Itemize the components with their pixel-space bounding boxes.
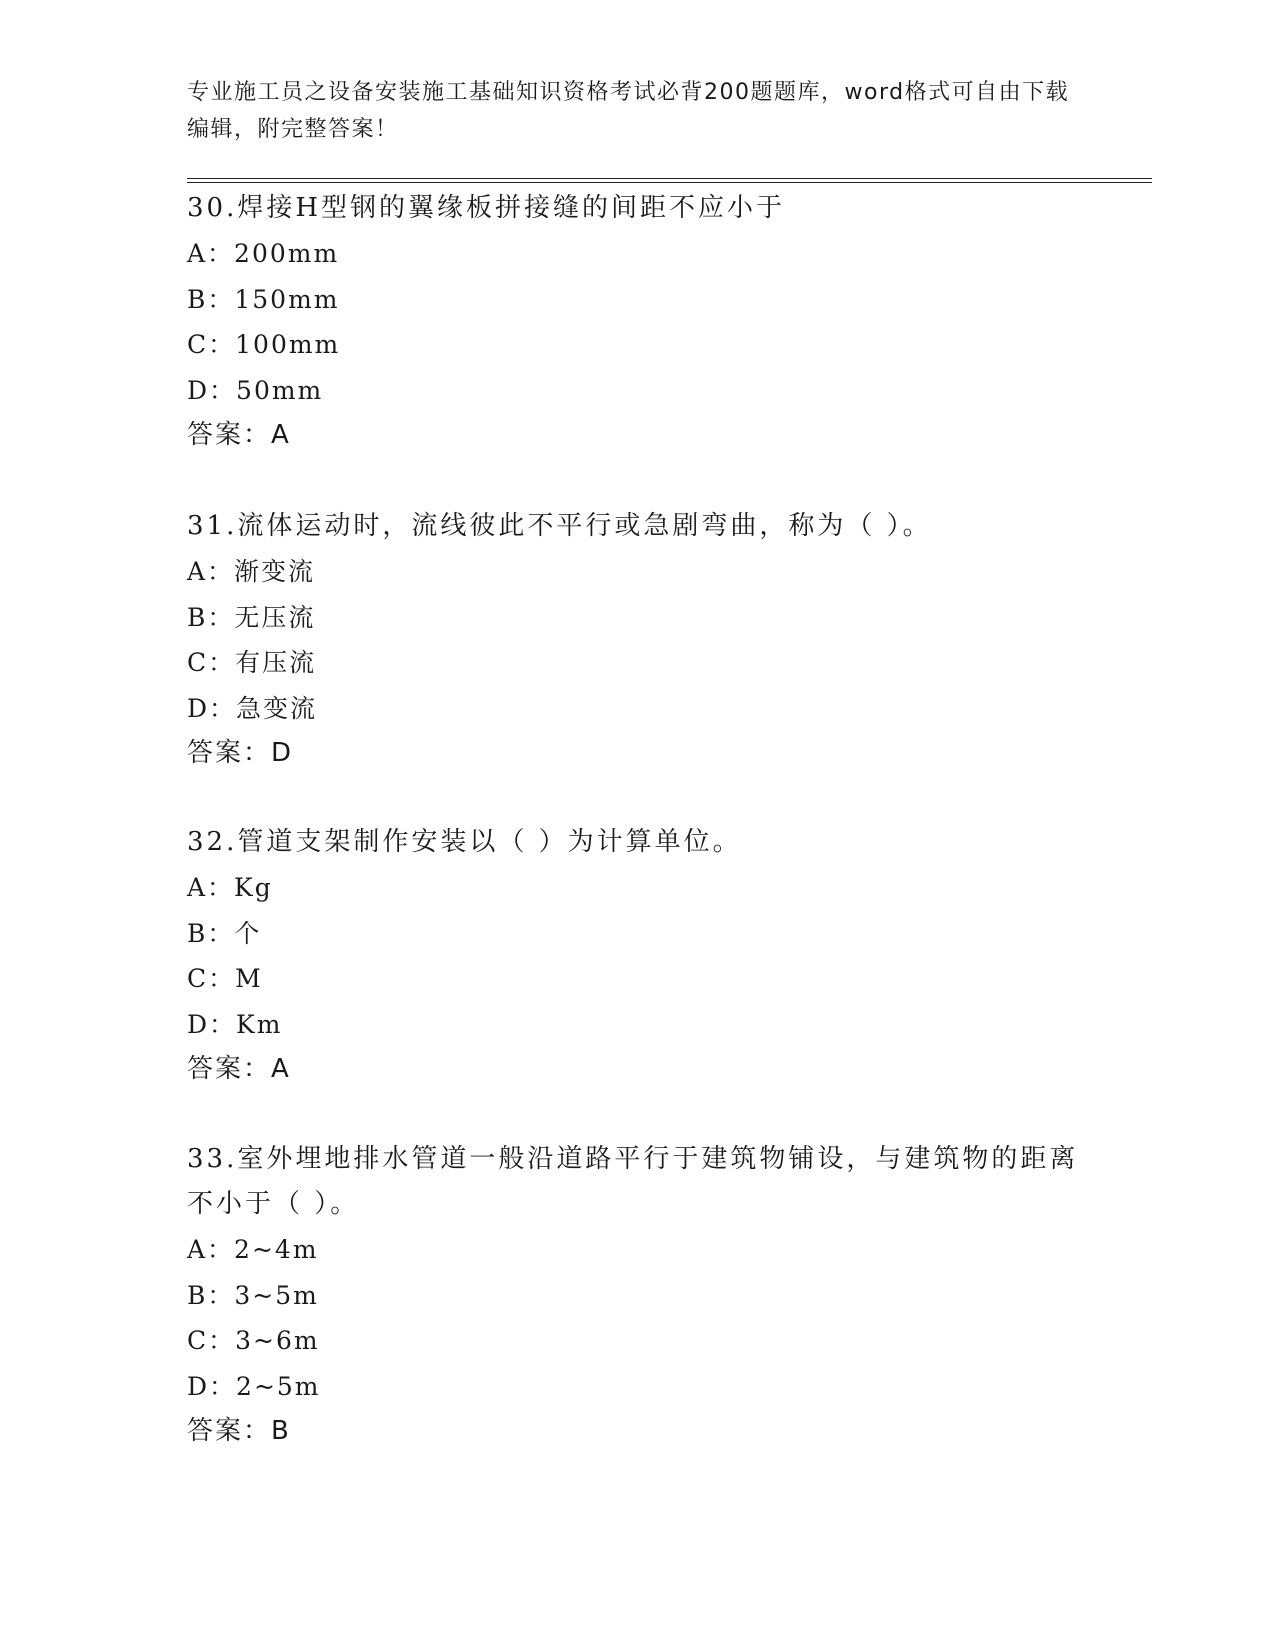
option-c: C：M bbox=[187, 964, 263, 993]
question-stem: 30.焊接H型钢的翼缘板拼接缝的间距不应小于 bbox=[187, 193, 786, 223]
option-b: B：3~5m bbox=[187, 1280, 319, 1310]
answer-label: 答案：A bbox=[187, 1054, 291, 1084]
header-divider-top bbox=[187, 178, 1152, 179]
option-b: B：个 bbox=[187, 918, 262, 948]
option-a: A：2~4m bbox=[187, 1235, 319, 1264]
question-31 bbox=[187, 504, 1087, 775]
option-c: C：有压流 bbox=[187, 648, 317, 677]
option-a: A：渐变流 bbox=[187, 557, 316, 586]
option-b: B：150mm bbox=[187, 284, 340, 314]
answer-label: 答案：A bbox=[187, 420, 291, 450]
option-c: C：3~6m bbox=[187, 1326, 320, 1355]
answer-label: 答案：B bbox=[187, 1416, 291, 1446]
document-header: 专业施工员之设备安装施工基础知识资格考试必背200题题库，word格式可自由下载编辑，附完整答案！ bbox=[187, 80, 1070, 142]
option-a: A：200mm bbox=[187, 239, 340, 268]
question-32 bbox=[187, 820, 1087, 1091]
answer-label: 答案：D bbox=[187, 738, 294, 768]
option-b: B：无压流 bbox=[187, 602, 316, 632]
question-stem: 33.室外埋地排水管道一般沿道路平行于建筑物铺设，与建筑物的距离不小于（ ）。 bbox=[187, 1144, 1079, 1219]
option-d: D：2~5m bbox=[187, 1371, 321, 1401]
question-stem: 32.管道支架制作安装以（ ）为计算单位。 bbox=[187, 827, 742, 857]
option-a: A：Kg bbox=[187, 873, 273, 902]
option-d: D：Km bbox=[187, 1009, 283, 1039]
question-30 bbox=[187, 186, 1087, 457]
header-divider-bottom bbox=[187, 182, 1152, 183]
question-stem: 31.流体运动时，流线彼此不平行或急剧弯曲，称为（ ）。 bbox=[187, 511, 932, 541]
option-c: C：100mm bbox=[187, 330, 341, 359]
option-d: D：急变流 bbox=[187, 693, 318, 723]
question-33 bbox=[187, 1137, 1087, 1453]
option-d: D：50mm bbox=[187, 375, 324, 405]
